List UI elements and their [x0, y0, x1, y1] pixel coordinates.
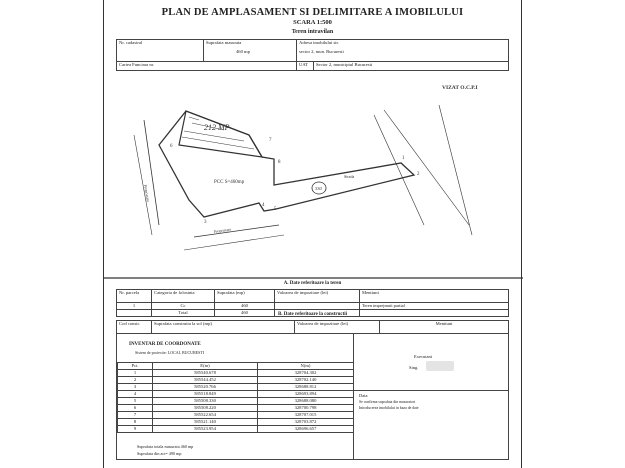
confirm-text-2: Introducerea imobilului in baza de date — [359, 406, 419, 410]
point-6-label: 6 — [170, 144, 173, 149]
land-header-val: Valoarea de impozitare (lei) — [275, 290, 360, 303]
table-row: 4 585518.849 328693.894 — [118, 391, 354, 398]
land-header-cat: Categoria de folosinta — [152, 290, 215, 303]
coordinates-block — [116, 334, 354, 460]
handwritten-area: 212 MP — [204, 123, 230, 132]
semnatura-label: Sing. — [409, 365, 419, 370]
nr-cadastral-cell: Nr. cadastral — [117, 40, 204, 62]
point-4-label: 4 — [262, 203, 265, 208]
land-header-ment: Mentiuni — [360, 290, 509, 303]
address-cell: Adresa imobilului str. sector 2, mun. Bucuresti — [297, 40, 509, 62]
land-header-nr: Nr. parcela — [117, 290, 152, 303]
side-road-label: Strada — [344, 174, 355, 179]
table-row: 9 585523.954 328696.657 — [118, 426, 354, 433]
info-table — [116, 39, 509, 71]
bottom-road-label: Proprietate — [213, 226, 232, 234]
executant-label: Executant — [414, 354, 432, 359]
data-label: Data — [359, 393, 368, 398]
land-type-label: Teren intravilan — [291, 29, 334, 35]
point-8-label: 8 — [278, 160, 281, 165]
polygon-label: PCC S=460mp — [214, 180, 245, 185]
site-plan-drawing — [104, 75, 523, 280]
uat-label-cell: UAT — [297, 62, 314, 71]
table-row: 2 585544.452 328702.140 — [118, 377, 354, 384]
table-row: 6 585508.220 328700.798 — [118, 405, 354, 412]
point-5-label: 5 — [274, 207, 277, 212]
confirm-text-1: Se confirma suprafata din masuratori — [359, 400, 416, 404]
table-row: 8 585521.140 328703.872 — [118, 419, 354, 426]
section-a-title: A. Date referitoare la teren — [283, 281, 342, 286]
signature-block — [354, 334, 509, 460]
point-3-label: 3 — [204, 220, 207, 225]
uat-value-cell: Sector 2, municipiul Bucuresti — [314, 62, 509, 71]
carte-funciara-cell: Cartea Funciara nr. — [117, 62, 297, 71]
coords-title: INVENTAR DE COORDONATE — [129, 342, 201, 347]
stamp — [426, 361, 454, 371]
viza-label: VIZAT O.C.P.I — [442, 85, 478, 91]
table-row: 3 585520.766 328688.812 — [118, 384, 354, 391]
document-page — [103, 0, 522, 468]
constr-header-cod: Cod constr. — [117, 321, 152, 334]
constr-header-ment: Mentiuni — [380, 321, 509, 334]
constr-header-sup: Suprafata construita la sol (mp) — [152, 321, 295, 334]
construction-table — [116, 320, 509, 334]
land-header-sup: Suprafata (mp) — [215, 290, 275, 303]
left-road-label: Proprietate — [143, 184, 151, 203]
point-7-label: 7 — [269, 138, 272, 143]
number-330-label: 330 — [315, 186, 322, 191]
table-row: 7 585522.654 328707.015 — [118, 412, 354, 419]
surface-cell: Suprafata masurata 460 mp — [204, 40, 297, 62]
document-title: PLAN DE AMPLASAMENT SI DELIMITARE A IMOBILULUI — [161, 7, 464, 18]
table-row: 1 585540.678 328704.302 — [118, 370, 354, 377]
coords-subtitle: Sistem de proiectie: LOCAL BUCURESTI — [135, 350, 205, 355]
constr-header-val: Valoarea de impozitare (lei) — [295, 321, 380, 334]
table-row: 5 585508.330 328688.080 — [118, 398, 354, 405]
point-1-label: 1 — [402, 156, 405, 161]
total-surface: Suprafata totala masurata 460 mp — [137, 444, 194, 449]
coords-table: Pct. E(m) N(m) 1 585540.678 328704.302 2 585544.452 328702.140 3 585520.766 328688.812 4 585518.849 328693.894 5 585508.330 328688.080 6 585508.220 328700.798 7 585522.654 328707.015 8 585521.140 328703.872 9 585523.954 328696.657 — [117, 362, 354, 433]
scale-label: SCARA 1:500 — [293, 19, 332, 26]
section-b-title: B. Date referitoare la constructii — [277, 312, 348, 317]
table-row: Total 460 — [117, 310, 509, 317]
point-2-label: 2 — [417, 172, 420, 177]
table-row: 1 Cc 460 Teren imprejmuit partial — [117, 303, 509, 310]
act-surface: Suprafata din act= 490 mp — [137, 451, 182, 456]
